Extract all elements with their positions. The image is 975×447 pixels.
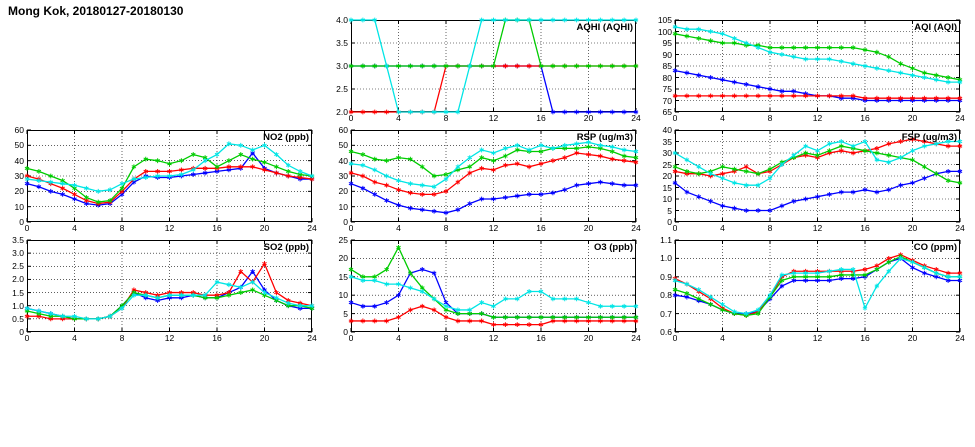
chart-title-aqhi: AQHI (AQHI): [576, 22, 633, 33]
x-tick-label: 12: [164, 333, 175, 343]
x-tick-label: 12: [488, 333, 499, 343]
y-tick-label: 0: [19, 326, 24, 337]
chart-panel-no2: [14, 124, 317, 233]
y-tick-label: 80: [662, 72, 672, 83]
y-tick-label: 0.7: [660, 308, 672, 319]
x-tick-label: 16: [536, 113, 546, 123]
x-tick-label: 4: [72, 333, 77, 343]
y-tick-label: 70: [662, 95, 672, 106]
y-tick-label: 0.8: [660, 289, 672, 300]
x-tick-label: 20: [583, 113, 594, 123]
chart-canvas-no2: [27, 130, 312, 222]
chart-title-co: CO (ppm): [913, 242, 957, 253]
x-tick-label: 8: [767, 333, 773, 343]
series-markers-s1: [25, 151, 314, 208]
x-tick-label: 12: [812, 333, 823, 343]
page-title: Mong Kok, 20180127-20180130: [8, 4, 184, 18]
y-tick-label: 40: [338, 155, 348, 166]
chart-canvas-aqi: [675, 20, 960, 112]
x-tick-label: 20: [907, 333, 918, 343]
x-tick-label: 24: [631, 113, 641, 123]
y-tick-label: 75: [662, 83, 672, 94]
series-markers-s1: [349, 267, 638, 320]
y-tick-label: 40: [662, 124, 672, 135]
y-tick-label: 2.0: [336, 106, 348, 117]
series-markers-s1: [349, 180, 638, 215]
x-tick-label: 16: [536, 333, 546, 343]
chart-panel-fsp: [662, 124, 965, 233]
x-tick-label: 16: [860, 223, 870, 233]
chart-canvas-fsp: [675, 130, 960, 222]
x-tick-label: 8: [443, 223, 449, 233]
x-tick-label: 0: [672, 113, 678, 123]
x-tick-label: 4: [396, 333, 401, 343]
y-tick-label: 1.0: [12, 300, 24, 311]
x-tick-label: 12: [812, 113, 823, 123]
x-tick-label: 24: [955, 113, 965, 123]
y-tick-label: 95: [662, 37, 672, 48]
x-tick-label: 8: [119, 223, 125, 233]
series-markers-s3: [349, 144, 638, 178]
chart-panel-aqhi: [336, 14, 641, 123]
x-tick-label: 12: [488, 113, 499, 123]
x-tick-label: 12: [488, 223, 499, 233]
series-markers-s2: [673, 94, 962, 101]
y-tick-label: 0: [343, 216, 348, 227]
y-tick-label: 10: [338, 289, 348, 300]
x-tick-label: 8: [767, 113, 773, 123]
y-tick-label: 10: [338, 201, 348, 212]
chart-canvas-so2: [27, 240, 312, 332]
y-tick-label: 20: [662, 170, 672, 181]
y-tick-label: 40: [14, 155, 24, 166]
y-tick-label: 0.6: [660, 326, 672, 337]
y-tick-label: 0: [667, 216, 672, 227]
y-tick-label: 3.5: [336, 37, 348, 48]
x-tick-label: 4: [720, 113, 725, 123]
x-tick-label: 8: [443, 113, 449, 123]
chart-title-aqi: AQI (AQI): [914, 22, 957, 33]
y-tick-label: 30: [338, 170, 348, 181]
chart-panel-co: [660, 234, 965, 343]
y-tick-label: 15: [338, 271, 348, 282]
x-tick-label: 0: [24, 333, 30, 343]
y-tick-label: 1.5: [12, 287, 24, 298]
y-tick-label: 20: [14, 186, 24, 197]
y-tick-label: 0: [19, 216, 24, 227]
chart-panel-aqi: [657, 14, 965, 123]
y-tick-label: 3.0: [336, 60, 348, 71]
x-tick-label: 20: [907, 223, 918, 233]
chart-panel-so2: [12, 234, 317, 343]
chart-canvas-aqhi: [351, 20, 636, 112]
y-tick-label: 25: [338, 234, 348, 245]
y-tick-label: 15: [662, 182, 672, 193]
y-tick-label: 65: [662, 106, 672, 117]
x-tick-label: 0: [672, 223, 678, 233]
y-tick-label: 5: [343, 308, 348, 319]
y-tick-label: 35: [662, 136, 672, 147]
x-tick-label: 24: [955, 223, 965, 233]
x-tick-label: 20: [907, 113, 918, 123]
series-markers-s4: [25, 141, 314, 193]
y-tick-label: 2.5: [336, 83, 348, 94]
x-tick-label: 16: [536, 223, 546, 233]
y-tick-label: 60: [14, 124, 24, 135]
y-tick-label: 60: [338, 124, 348, 135]
x-tick-label: 24: [631, 223, 641, 233]
y-tick-label: 85: [662, 60, 672, 71]
x-tick-label: 0: [348, 333, 354, 343]
x-tick-label: 24: [307, 333, 317, 343]
y-tick-label: 105: [657, 14, 672, 25]
y-tick-label: 0: [343, 326, 348, 337]
chart-title-no2: NO2 (ppb): [263, 132, 309, 143]
x-tick-label: 16: [212, 223, 222, 233]
x-tick-label: 20: [259, 223, 270, 233]
x-tick-label: 20: [583, 223, 594, 233]
x-tick-label: 16: [212, 333, 222, 343]
chart-canvas-rsp: [351, 130, 636, 222]
y-tick-label: 0.9: [660, 271, 672, 282]
y-tick-label: 90: [662, 49, 672, 60]
y-tick-label: 1.1: [660, 234, 672, 245]
y-tick-label: 20: [338, 253, 348, 264]
y-tick-label: 2.5: [12, 261, 24, 272]
x-tick-label: 12: [812, 223, 823, 233]
chart-panel-o3: [338, 234, 641, 343]
chart-canvas-co: [675, 240, 960, 332]
x-tick-label: 16: [860, 333, 870, 343]
x-tick-label: 24: [955, 333, 965, 343]
y-tick-label: 1.0: [660, 253, 672, 264]
chart-title-fsp: FSP (ug/m3): [901, 132, 957, 143]
chart-panel-rsp: [338, 124, 641, 233]
y-tick-label: 2.0: [12, 274, 24, 285]
x-tick-label: 4: [396, 223, 401, 233]
x-tick-label: 24: [307, 223, 317, 233]
y-tick-label: 10: [14, 201, 24, 212]
chart-title-o3: O3 (ppb): [593, 242, 633, 253]
x-tick-label: 24: [631, 333, 641, 343]
x-tick-label: 8: [443, 333, 449, 343]
x-tick-label: 4: [396, 113, 401, 123]
y-tick-label: 10: [662, 193, 672, 204]
x-tick-label: 0: [348, 223, 354, 233]
y-tick-label: 20: [338, 186, 348, 197]
x-tick-label: 20: [259, 333, 270, 343]
x-tick-label: 0: [348, 113, 354, 123]
x-tick-label: 16: [860, 113, 870, 123]
y-tick-label: 100: [657, 26, 672, 37]
y-tick-label: 50: [14, 140, 24, 151]
x-tick-label: 4: [720, 223, 725, 233]
x-tick-label: 4: [720, 333, 725, 343]
y-tick-label: 3.5: [12, 234, 24, 245]
series-markers-s4: [349, 274, 638, 312]
chart-title-rsp: RSP (ug/m3): [576, 132, 633, 143]
y-tick-label: 3.0: [12, 247, 24, 258]
y-tick-label: 50: [338, 140, 348, 151]
x-tick-label: 8: [119, 333, 125, 343]
y-tick-label: 5: [667, 205, 672, 216]
y-tick-label: 4.0: [336, 14, 348, 25]
y-tick-label: 25: [662, 159, 672, 170]
x-tick-label: 8: [767, 223, 773, 233]
x-tick-label: 0: [24, 223, 30, 233]
chart-title-so2: SO2 (ppb): [263, 242, 309, 253]
x-tick-label: 4: [72, 223, 77, 233]
y-tick-label: 30: [14, 170, 24, 181]
x-tick-label: 20: [583, 333, 594, 343]
chart-canvas-o3: [351, 240, 636, 332]
x-tick-label: 0: [672, 333, 678, 343]
x-tick-label: 12: [164, 223, 175, 233]
y-tick-label: 30: [662, 147, 672, 158]
y-tick-label: 0.5: [12, 313, 24, 324]
